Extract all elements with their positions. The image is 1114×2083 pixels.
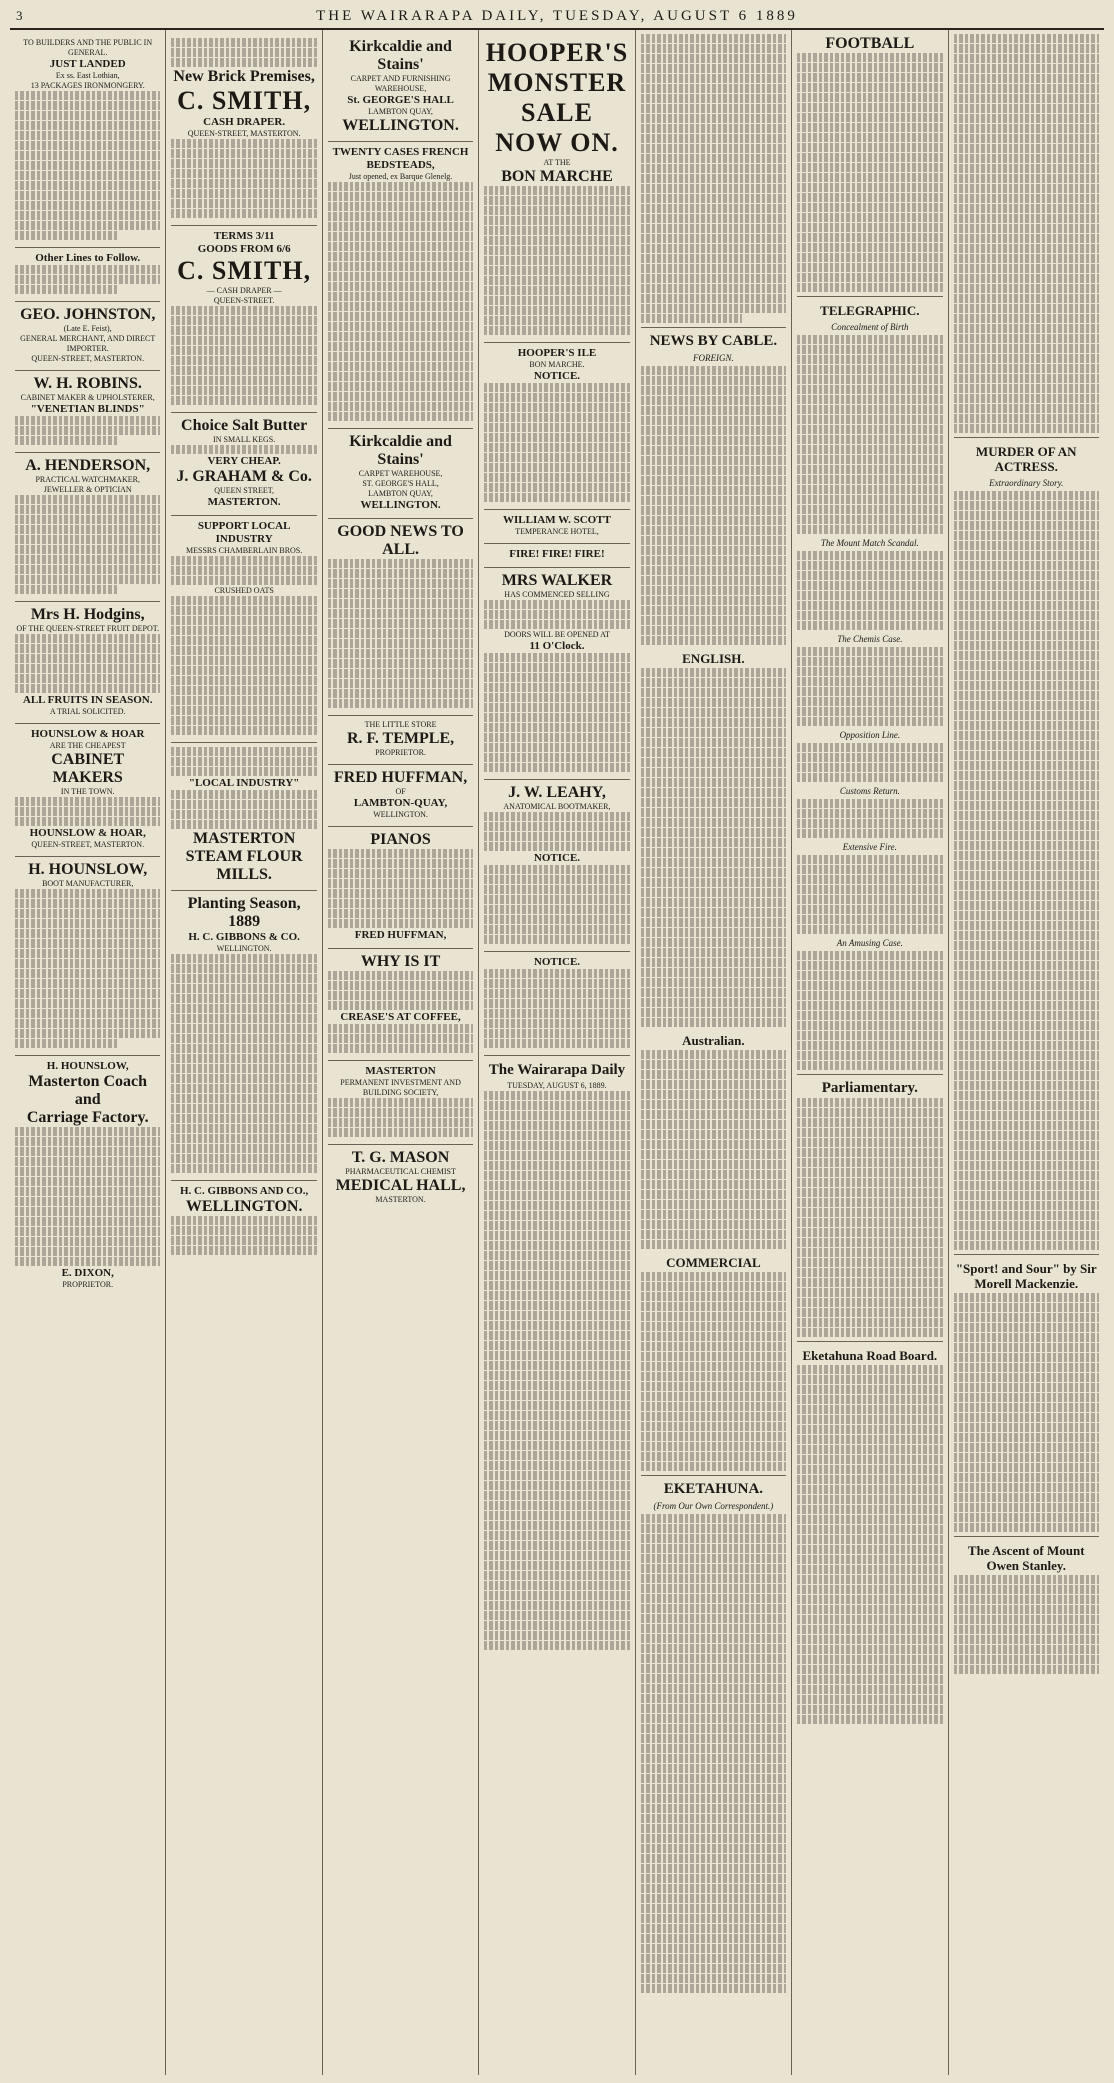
ad-local-industry [171,516,316,743]
ad-line: VERY CHEAP. [207,455,281,467]
ad-kirkcaldie-1 [328,34,473,142]
ad-line: Kirkcaldie and Stains' [349,38,452,73]
ad-line: H. C. GIBBONS & CO. [188,931,300,943]
ad-line: H. C. GIBBONS AND CO., [179,1185,309,1197]
ad-line: CARPET AND FURNISHING [350,74,451,83]
ad-line: HOOPER'S [485,38,629,67]
ad-notice-2 [484,952,629,1056]
ad-coach-factory [15,1056,160,1296]
ad-line: ST. GEORGE'S HALL, [362,479,439,488]
newspaper-title: THE WAIRARAPA DAILY, TUESDAY, AUGUST 6 1889 [316,8,798,24]
ad-line: THE LITTLE STORE [364,720,437,729]
heading-telegraphic: TELEGRAPHIC. [820,303,920,318]
ad-mrs-walker [484,568,629,780]
ad-line: GOODS FROM 6/6 [197,243,291,255]
subheading-extraordinary-story: Extraordinary Story. [989,478,1064,488]
subheading-amusing-case: An Amusing Case. [836,938,903,948]
ad-line: J. W. LEAHY, [508,784,606,801]
ad-line: Masterton Coach and [28,1073,148,1108]
ad-line: WELLINGTON. [360,499,441,511]
ad-line: PROPRIETOR. [62,1280,114,1289]
ad-hoopers-notice [484,343,629,510]
page-header [10,6,1104,30]
ad-line: HOOPER'S ILE [517,347,597,359]
subheading-mount-match: The Mount Match Scandal. [820,538,919,548]
ad-line: TEMPERANCE HOTEL, [515,527,599,536]
subheading-chemis-case: The Chemis Case. [837,634,903,644]
ad-line: TWENTY CASES FRENCH BEDSTEADS, [332,146,469,171]
heading-road-board: Eketahuna Road Board. [802,1348,938,1363]
heading-parliamentary: Parliamentary. [821,1080,918,1096]
ad-hounslow-hoar [15,724,160,857]
ad-line: SUPPORT LOCAL INDUSTRY [197,520,291,545]
ad-scott-hotel [484,510,629,544]
ad-ironmongery [15,34,160,248]
ad-line: MASTERTON. [207,496,281,508]
ad-line: QUEEN-STREET, MASTERTON. [31,840,145,849]
ad-line: SALE [521,98,593,127]
ad-line: STEAM FLOUR MILLS. [185,848,303,883]
ad-line: QUEEN-STREET, MASTERTON. [31,354,145,363]
ad-line: NOTICE. [533,956,581,968]
ad-line: MONSTER [487,68,627,97]
ad-line: — CASH DRAPER — [206,286,282,295]
ad-gibbons [171,1181,316,1262]
ad-hodgins [15,602,160,724]
ad-line: WELLINGTON. [185,1198,303,1215]
ad-line: QUEEN-STREET, MASTERTON. [187,129,301,138]
ad-huffman [328,765,473,827]
ad-line: 11 O'Clock. [529,640,585,652]
heading-sport-and-sour: "Sport! and Sour" by Sir Morell Mackenzie. [955,1261,1097,1291]
ad-line: NOTICE. [533,370,581,382]
ad-mason [328,1145,473,1211]
ad-line: St. GEORGE'S HALL [347,94,454,106]
ad-line: NOW ON. [495,128,619,157]
column-4 [479,30,635,2075]
ad-line: MASTERTON [192,830,296,847]
heading-news-by-cable: NEWS BY CABLE. [649,333,778,349]
ad-line: Other Lines to Follow. [35,252,141,264]
ad-henderson [15,453,160,602]
ad-line: GOOD NEWS TO ALL. [337,523,464,558]
ad-line: (Late E. Feist), [63,324,112,333]
ad-line: FIRE! FIRE! FIRE! [509,548,605,560]
ad-line: WELLINGTON. [373,810,428,819]
ad-line: ANATOMICAL BOOTMAKER, [503,802,611,811]
ad-line: QUEEN-STREET. [213,296,275,305]
ad-line: WAREHOUSE, [374,84,427,93]
column-3 [323,30,479,2075]
editorial-masthead [484,1056,629,1657]
ad-line: LAMBTON QUAY, [368,107,433,116]
ad-bedsteads [328,142,473,429]
ad-line: CARPET WAREHOUSE, [358,469,443,478]
ad-pianos [328,827,473,949]
ad-line: OF [395,787,406,796]
subheading-opposition-line: Opposition Line. [839,730,901,740]
ad-line: C. SMITH, [177,86,312,115]
heading-eketahuna: EKETAHUNA. [663,1481,764,1497]
ad-line: PIANOS [370,831,431,848]
ad-line: AT THE [543,158,571,167]
ad-line: "LOCAL INDUSTRY" [188,777,300,789]
ad-line: HOUNSLOW & HOAR, [29,827,146,839]
ad-line: LAMBTON-QUAY, [353,797,448,809]
heading-english: ENGLISH. [682,651,745,666]
ad-line: New Brick Premises, [173,68,315,85]
ad-line: "VENETIAN BLINDS" [30,403,145,415]
ad-line: CABINET MAKERS [51,751,125,786]
ad-line: CRUSHED OATS [214,586,274,595]
ad-line: TO BUILDERS AND THE PUBLIC IN GENERAL. [23,38,153,57]
heading-mount-owen-stanley: The Ascent of Mount Owen Stanley. [967,1543,1085,1573]
column-2 [166,30,322,2075]
column-6 [792,30,948,2075]
ad-line: MASTERTON. [375,1195,426,1204]
ad-graham-butter [171,413,316,516]
subheading-customs-return: Customs Return. [839,786,900,796]
ad-crease [328,949,473,1061]
subheading-correspondent: (From Our Own Correspondent.) [653,1501,774,1511]
ad-line: ARE THE CHEAPEST [49,741,126,750]
subheading-concealment: Concealment of Birth [831,322,909,332]
ad-line: GENERAL MERCHANT, AND DIRECT IMPORTER. [20,334,156,353]
ad-line: PRACTICAL WATCHMAKER, JEWELLER & OPTICIAN [35,475,140,494]
ad-line: WELLINGTON. [342,117,459,134]
columns [10,30,1104,2075]
ad-line: H. HOUNSLOW, [46,1060,129,1072]
ad-line: A TRIAL SOLICITED. [49,707,126,716]
ad-line: Just opened, ex Barque Glenelg. [348,172,453,181]
ad-line: MESSRS CHAMBERLAIN BROS. [186,546,303,555]
ad-line: FRED HUFFMAN, [333,769,468,786]
ad-line: Mrs H. Hodgins, [30,606,145,623]
subheading-foreign: FOREIGN. [693,353,734,363]
ad-line: JUST LANDED [49,58,126,70]
ad-line: BON MARCHE [501,168,613,185]
ad-line: IN THE TOWN. [60,787,115,796]
ad-line: ALL FRUITS IN SEASON. [22,694,153,706]
ad-line: T. G. MASON [351,1149,450,1166]
ad-line: TERMS 3/11 [213,230,275,242]
editorial-date: TUESDAY, AUGUST 6, 1889. [507,1081,607,1090]
ad-line: DOORS WILL BE OPENED AT [504,630,610,639]
column-1 [10,30,166,2075]
ad-line: BON MARCHE. [529,360,585,369]
ad-line: BUILDING SOCIETY, [362,1088,439,1097]
heading-commercial: COMMERCIAL [666,1255,761,1270]
ad-line: E. DIXON, [61,1267,114,1279]
ad-fire [484,544,629,568]
ad-line: WELLINGTON. [216,944,272,953]
ad-line: A. HENDERSON, [25,457,151,474]
ad-line: NOTICE. [533,852,581,864]
ad-line: MRS WALKER [501,572,613,589]
ad-line: CREASE'S AT COFFEE, [340,1011,461,1023]
ad-hounslow-boot [15,857,160,1056]
ad-line: J. GRAHAM & Co. [176,468,312,485]
ad-gibbons-planting [171,891,316,1181]
ad-line: WILLIAM W. SCOTT [503,514,611,526]
ad-line: LAMBTON QUAY, [368,489,433,498]
ad-line: MEDICAL HALL, [335,1177,466,1194]
heading-australian: Australian. [682,1033,745,1048]
ad-good-news [328,519,473,716]
ad-line: C. SMITH, [177,256,312,285]
ad-line: QUEEN STREET, [214,486,275,495]
ad-line: 13 PACKAGES IRONMONGERY. [30,81,145,90]
ad-flour-mills [171,743,316,891]
ad-line: GEO. JOHNSTON, [20,306,156,323]
ad-geo-johnston [15,302,160,371]
ad-line: BOOT MANUFACTURER, [42,879,134,888]
ad-building-society [328,1061,473,1145]
ad-kirkcaldie-2 [328,429,473,519]
ad-line: CABINET MAKER & UPHOLSTERER, [20,393,155,402]
ad-line: H. HOUNSLOW, [28,861,148,878]
ad-line: W. H. ROBINS. [33,375,142,392]
ad-other-lines [15,248,160,302]
ad-smith-terms [171,226,316,413]
heading-murder-actress: MURDER OF AN ACTRESS. [975,444,1077,474]
ad-line: HAS COMMENCED SELLING [504,590,610,599]
ad-line: CASH DRAPER. [203,116,286,128]
ad-line: OF THE QUEEN-STREET FRUIT DEPOT. [16,624,160,633]
heading-football: FOOTBALL [825,35,915,52]
ad-line: Ex ss. East Lothian, [55,71,120,80]
ad-line: MASTERTON [365,1065,436,1077]
ad-robins [15,371,160,453]
ad-line: Planting Season, 1889 [187,895,301,930]
subheading-extensive-fire: Extensive Fire. [842,842,897,852]
ad-line: Kirkcaldie and Stains' [349,433,452,468]
ad-line: HOUNSLOW & HOAR [30,728,145,740]
ad-line: R. F. TEMPLE, [346,730,455,747]
ad-smith-premises [171,34,316,226]
ad-line: PROPRIETOR. [375,748,426,757]
ad-hoopers-sale [484,34,629,343]
page-number: 3 [16,8,23,23]
column-7 [949,30,1104,2075]
ad-line: PHARMACEUTICAL CHEMIST [345,1167,456,1176]
ad-line: Choice Salt Butter [181,417,308,434]
ad-line: PERMANENT INVESTMENT AND [340,1078,461,1087]
ad-line: WHY IS IT [360,953,441,970]
ad-line: FRED HUFFMAN, [354,929,447,941]
ad-leahy [484,780,629,952]
editorial-title: The Wairarapa Daily [488,1062,626,1078]
ad-line: Carriage Factory. [26,1109,149,1126]
column-5 [636,30,792,2075]
ad-line: IN SMALL KEGS. [213,435,276,444]
ad-temple [328,716,473,765]
